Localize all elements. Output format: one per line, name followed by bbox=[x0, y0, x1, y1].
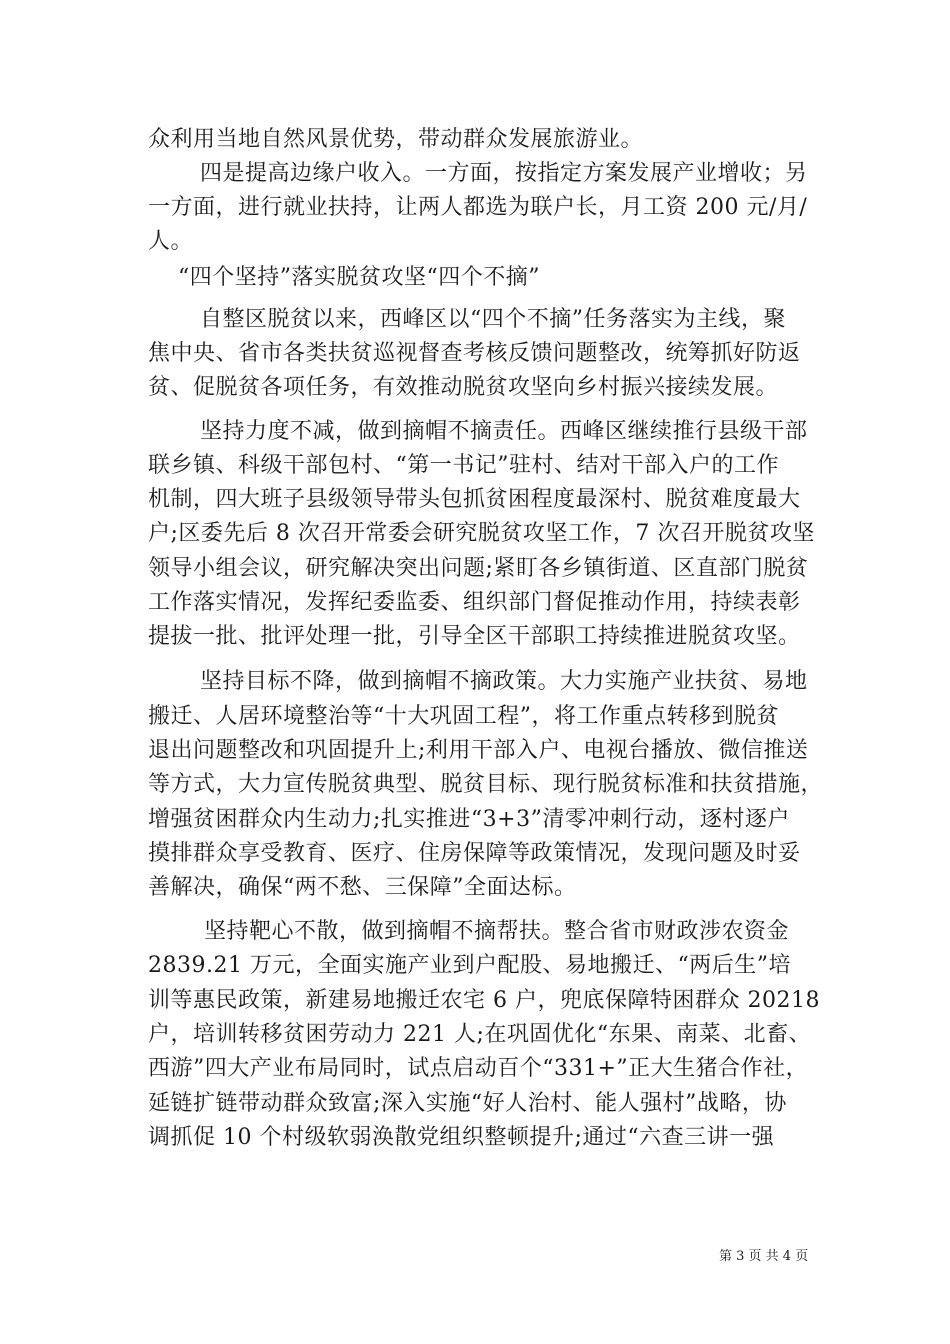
text-line: 坚持靶心不散，做到摘帽不摘帮扶。整合省市财政涉农资金 bbox=[204, 919, 790, 944]
text-line: 延链扩链带动群众致富;深入实施“好人治村、能人强村”战略，协 bbox=[148, 1091, 787, 1116]
text-line: 坚持目标不降，做到摘帽不摘政策。大力实施产业扶贫、易地 bbox=[200, 669, 808, 694]
text-line: 人。 bbox=[148, 229, 194, 254]
text-line: 搬迁、人居环境整治等“十大巩固工程”，将工作重点转移到脱贫 bbox=[148, 704, 779, 729]
text-line: 户;区委先后 8 次召开常委会研究脱贫攻坚工作，7 次召开脱贫攻坚 bbox=[148, 521, 815, 546]
text-line: 坚持力度不减，做到摘帽不摘责任。西峰区继续推行县级干部 bbox=[200, 419, 808, 444]
text-line: 退出问题整改和巩固提升上;利用干部入户、电视台播放、微信推送 bbox=[148, 738, 809, 763]
text-line: 摸排群众享受教育、医疗、住房保障等政策情况，发现问题及时妥 bbox=[148, 841, 801, 866]
section-heading: “四个坚持”落实脱贫攻坚“四个不摘” bbox=[178, 265, 540, 290]
text-line: 众利用当地自然风景优势，带动群众发展旅游业。 bbox=[148, 127, 644, 152]
text-line: 等方式，大力宣传脱贫典型、脱贫目标、现行脱贫标准和扶贫措施， bbox=[148, 772, 824, 797]
text-line: 机制，四大班子县级领导带头包抓贫困程度最深村、脱贫难度最大 bbox=[148, 487, 801, 512]
text-line: 2839.21 万元，全面实施产业到户配股、易地搬迁、“两后生”培 bbox=[148, 953, 791, 978]
text-line: 增强贫困群众内生动力;扎实推进“3+3”清零冲刺行动，逐村逐户 bbox=[148, 807, 790, 832]
text-line: 自整区脱贫以来，西峰区以“四个不摘”任务落实为主线，聚 bbox=[200, 307, 786, 332]
text-line: 联乡镇、科级干部包村、“第一书记”驻村、结对干部入户的工作 bbox=[148, 453, 779, 478]
text-line: 领导小组会议，研究解决突出问题;紧盯各乡镇街道、区直部门脱贫 bbox=[148, 556, 809, 581]
text-line: 调抓促 10 个村级软弱涣散党组织整顿提升;通过“六查三讲一强 bbox=[148, 1125, 775, 1150]
text-line: 提拔一批、批评处理一批，引导全区干部职工持续推进脱贫攻坚。 bbox=[148, 624, 801, 649]
text-line: 贫、促脱贫各项任务，有效推动脱贫攻坚向乡村振兴接续发展。 bbox=[148, 375, 779, 400]
text-line: 训等惠民政策，新建易地搬迁农宅 6 户，兜底保障特困群众 20218 bbox=[148, 988, 820, 1013]
page-number: 第 3 页 共 4 页 bbox=[719, 1249, 809, 1264]
text-line: 四是提高边缘户收入。一方面，按指定方案发展产业增收；另 bbox=[200, 161, 808, 186]
text-line: 工作落实情况，发挥纪委监委、组织部门督促推动作用，持续表彰 bbox=[148, 590, 801, 615]
text-line: 善解决，确保“两不愁、三保障”全面达标。 bbox=[148, 875, 577, 900]
text-line: 西游”四大产业布局同时，试点启动百个“331+”正大生猪合作社， bbox=[148, 1056, 809, 1081]
text-line: 户，培训转移贫困劳动力 221 人;在巩固优化“东果、南菜、北畜、 bbox=[148, 1022, 812, 1047]
text-line: 一方面，进行就业扶持，让两人都选为联户长，月工资 200 元/月/ bbox=[148, 195, 808, 220]
text-line: 焦中央、省市各类扶贫巡视督查考核反馈问题整改，统筹抓好防返 bbox=[148, 341, 801, 366]
